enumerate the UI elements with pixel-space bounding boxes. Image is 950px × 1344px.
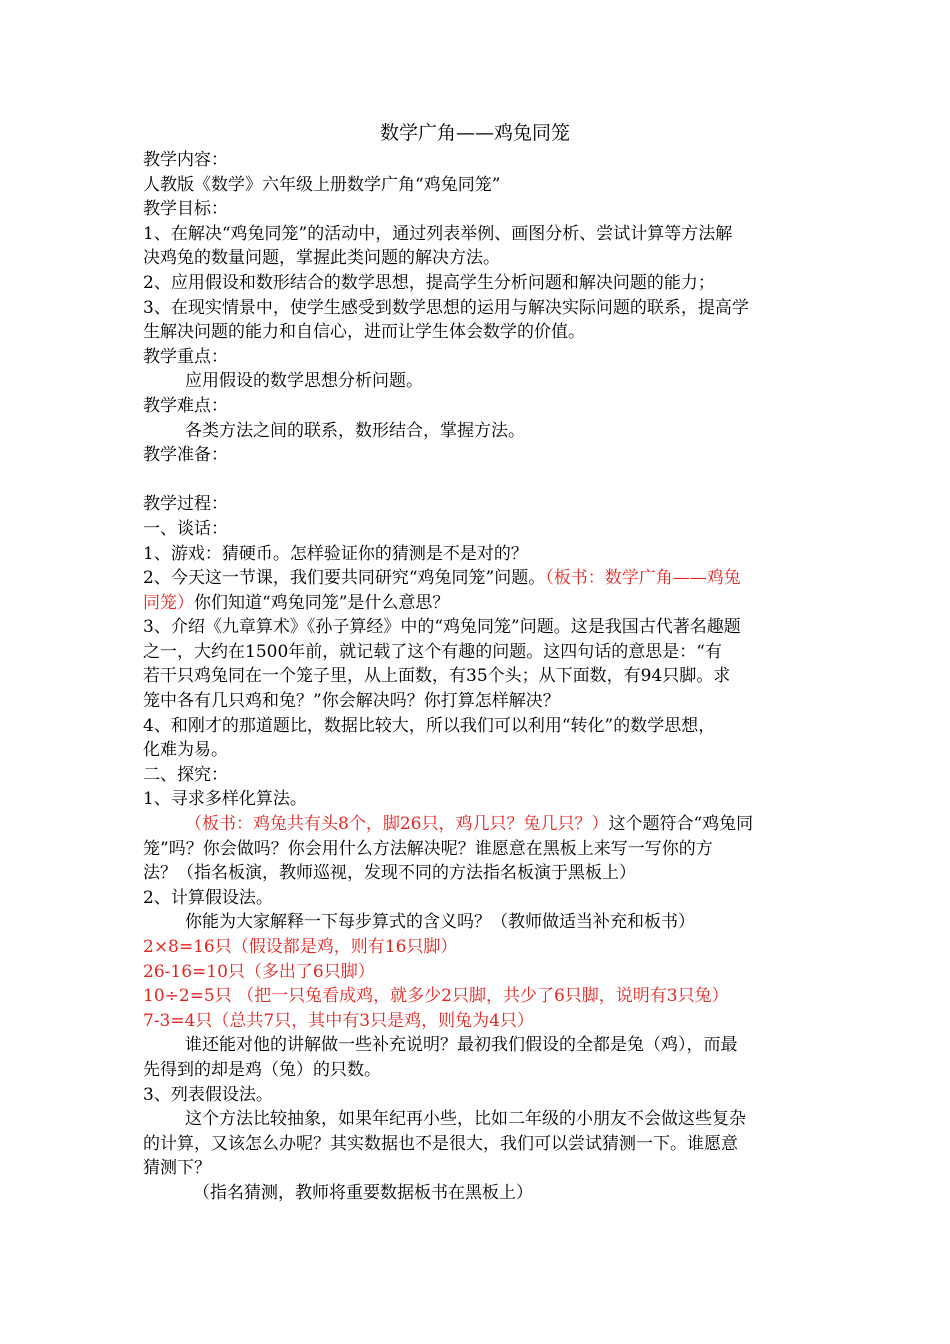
paragraph-line: 这个方法比较抽象，如果年纪再小些，比如二年级的小朋友不会做这些复杂 — [185, 1109, 746, 1130]
goal-line: 2、应用假设和数形结合的数学思想，提高学生分析问题和解决问题的能力； — [143, 272, 715, 293]
document-title: 数学广角——鸡兔同笼 — [379, 122, 570, 144]
section-heading: 一、谈话： — [143, 518, 228, 539]
goal-line: 决鸡兔的数量问题，掌握此类问题的解决方法。 — [143, 248, 500, 269]
key-point-text: 应用假设的数学思想分析问题。 — [185, 371, 423, 392]
heading-key-point: 教学重点： — [143, 346, 228, 367]
calc-step: 10÷2=5只 （把一只兔看成鸡，就多少2只脚，共少了6只脚，说明有3只兔） — [143, 986, 729, 1007]
paragraph-line: （指名猜测，教师将重要数据板书在黑板上） — [193, 1182, 533, 1203]
paragraph-line: 3、介绍《九章算术》《孙子算经》中的“鸡兔同笼”问题。这是我国古代著名趣题 — [143, 617, 741, 638]
paragraph-line: 猜测下？ — [143, 1158, 211, 1179]
paragraph-line: 化难为易。 — [143, 740, 228, 761]
paragraph-line: 3、列表假设法。 — [143, 1084, 273, 1105]
paragraph-line: 1、寻求多样化算法。 — [143, 789, 307, 810]
paragraph-text: 你们知道“鸡兔同笼”是什么意思？ — [194, 592, 450, 613]
blank-line — [143, 468, 811, 493]
board-note: （板书：数学广角——鸡兔 — [545, 568, 741, 589]
paragraph-text: 2、今天这一节课，我们要共同研究“鸡兔同笼”问题。 — [143, 568, 546, 589]
paragraph-line — [143, 812, 811, 837]
paragraph-line: 1、游戏：猜硬币。怎样验证你的猜测是不是对的？ — [143, 543, 528, 564]
board-note: 同笼） — [143, 592, 194, 613]
paragraph-line: 你能为大家解释一下每步算式的含义吗？（教师做适当补充和板书） — [185, 912, 695, 933]
paragraph-line — [143, 591, 811, 616]
goal-line: 1、在解决“鸡兔同笼”的活动中，通过列表举例、画图分析、尝试计算等方法解 — [143, 223, 733, 244]
goal-line: 3、在现实情景中，使学生感受到数学思想的运用与解决实际问题的联系，提高学 — [143, 297, 749, 318]
board-note: （板书：鸡兔共有头8个，脚26只，鸡几只？兔几只？） — [185, 814, 609, 835]
calc-step: 2×8=16只（假设都是鸡，则有16只脚） — [143, 937, 458, 957]
paragraph-text: 这个题符合“鸡兔同 — [608, 814, 754, 835]
section-heading: 二、探究： — [143, 764, 228, 785]
paragraph-line: 之一，大约在1500年前，就记载了这个有趣的问题。这四句话的意思是：“有 — [143, 641, 722, 662]
paragraph-line: 笼”吗？你会做吗？你会用什么方法解决呢？谁愿意在黑板上来写一写你的方 — [143, 838, 713, 859]
heading-preparation: 教学准备： — [143, 445, 228, 466]
heading-difficulty: 教学难点： — [143, 395, 228, 416]
calc-step: 7-3=4只（总共7只，其中有3只是鸡，则兔为4只） — [143, 1010, 534, 1031]
paragraph-line: 若干只鸡兔同在一个笼子里，从上面数，有35个头；从下面数，有94只脚。求 — [143, 666, 731, 687]
paragraph-line: 的计算，又该怎么办呢？其实数据也不是很大，我们可以尝试猜测一下。谁愿意 — [143, 1133, 738, 1154]
paragraph-line: 4、和刚才的那道题比，数据比较大，所以我们可以利用“转化”的数学思想， — [143, 715, 716, 736]
paragraph-line: 先得到的却是鸡（兔）的只数。 — [143, 1059, 381, 1080]
paragraph-line: 谁还能对他的讲解做一些补充说明？最初我们假设的全都是兔（鸡），而最 — [185, 1035, 738, 1056]
document-body — [143, 148, 811, 1206]
paragraph-line — [143, 566, 811, 591]
content-text: 人教版《数学》六年级上册数学广角“鸡兔同笼” — [143, 174, 501, 195]
paragraph-line: 法？（指名板演，教师巡视，发现不同的方法指名板演于黑板上） — [143, 863, 636, 884]
paragraph-line: 2、计算假设法。 — [143, 887, 273, 908]
calc-step: 26-16=10只（多出了6只脚） — [143, 961, 375, 982]
goal-line: 生解决问题的能力和自信心，进而让学生体会数学的价值。 — [143, 322, 585, 343]
difficulty-text: 各类方法之间的联系，数形结合，掌握方法。 — [185, 420, 525, 441]
heading-goal: 教学目标： — [143, 199, 228, 220]
heading-content: 教学内容： — [143, 150, 228, 170]
paragraph-line: 笼中各有几只鸡和兔？”你会解决吗？你打算怎样解决？ — [143, 691, 560, 712]
heading-process: 教学过程： — [143, 494, 228, 515]
